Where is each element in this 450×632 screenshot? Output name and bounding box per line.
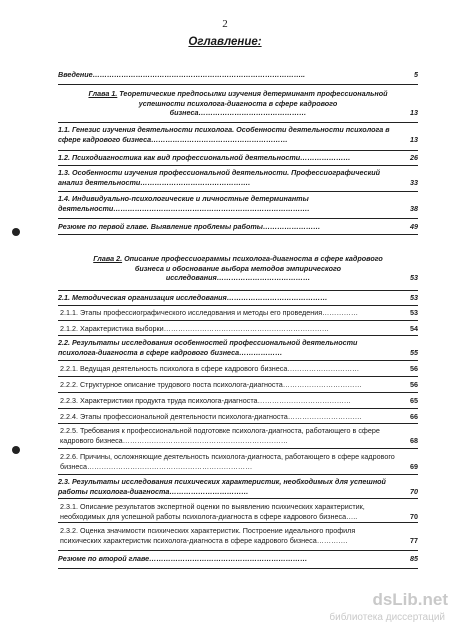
toc-entry-summary-2[interactable] — [58, 554, 418, 564]
toc-entry-title: 2.2.2. Структурное описание трудового поста психолога-диагноста…………………………… — [60, 380, 362, 389]
toc-entry-2-2-3[interactable] — [58, 396, 418, 406]
divider — [58, 448, 418, 449]
divider — [58, 498, 418, 499]
divider — [58, 335, 418, 336]
toc-entry-2-1-2[interactable] — [58, 324, 418, 334]
toc-entry-title: 2.2. Результаты исследования особенностей профессиональной деятельности психолога-диагноста в сфере кадрового бизнеса……………… — [58, 338, 358, 357]
toc-entry-title: 2.2.5. Требования к профессиональной подготовке психолога-диагноста, работающего в сфере кадрового бизнеса…………………………………………………………… — [60, 426, 380, 445]
toc-entry-page: 13 — [410, 108, 418, 117]
toc-entry-title: Резюме по первой главе. Выявление проблемы работы…………………… — [58, 222, 321, 231]
divider — [58, 408, 418, 409]
toc-entry-chapter-2[interactable] — [58, 254, 418, 283]
toc-entry-introduction[interactable] — [58, 70, 418, 80]
punch-hole-dot — [12, 446, 20, 454]
toc-entry-chapter-1[interactable] — [58, 89, 418, 118]
toc-entry-title: 2.1. Методическая организация исследования…………………………………… — [58, 293, 328, 302]
toc-entry-2-3[interactable] — [58, 477, 418, 496]
watermark-logo: dsLib.net — [372, 590, 448, 609]
toc-entry-page: 65 — [410, 396, 418, 405]
divider — [58, 191, 418, 192]
toc-entry-title: 2.1.1. Этапы профессиографического исследования и методы его проведения…………… — [60, 308, 359, 317]
toc-entry-page: 53 — [410, 308, 418, 317]
toc-entry-title: 2.3.1. Описание результатов экспертной оценки по выявлению психических характеристик, необходимых для успешной работы психолога-диагноста в сфере кадрового бизнеса….. — [60, 502, 365, 521]
watermark-subtitle: библиотека диссертаций — [329, 612, 445, 623]
divider — [58, 84, 418, 85]
toc-entry-page: 77 — [410, 535, 418, 545]
divider — [58, 474, 418, 475]
toc-entry-2-2-6[interactable] — [58, 452, 418, 471]
toc-entry-page: 5 — [414, 70, 418, 79]
toc-entry-title: 1.1. Генезис изучения деятельности психолога. Особенности деятельности психолога в сфере кадрового бизнеса………………………………………………… — [58, 125, 390, 144]
divider — [58, 568, 418, 569]
divider — [58, 522, 418, 523]
toc-entry-page: 55 — [410, 347, 418, 357]
toc-entry-page: 33 — [410, 177, 418, 187]
toc-entry-page: 49 — [410, 222, 418, 231]
toc-entry-page: 38 — [410, 203, 418, 213]
divider — [58, 290, 418, 291]
toc-entry-2-1-1[interactable] — [58, 308, 418, 318]
toc-heading: Оглавление: — [188, 36, 262, 48]
divider — [58, 392, 418, 393]
divider — [58, 423, 418, 424]
divider — [58, 320, 418, 321]
toc-entry-page: 70 — [410, 511, 418, 521]
chapter-label: Глава 2. — [93, 254, 123, 263]
divider — [58, 376, 418, 377]
toc-entry-2-2-5[interactable] — [58, 426, 418, 445]
divider — [58, 218, 418, 219]
toc-entry-title: Резюме по второй главе………………………………………………………… — [58, 554, 308, 563]
toc-entry-title: 2.1.2. Характеристика выборки…………………………………………………………… — [60, 324, 329, 333]
toc-entry-1-2[interactable] — [58, 153, 418, 163]
divider — [58, 234, 418, 235]
toc-entry-title: Описание профессиограммы психолога-диагноста в сфере кадрового бизнеса и обоснование выбора методов эмпирического исследования………………………………… — [122, 254, 383, 282]
chapter-label: Глава 1. — [88, 89, 118, 98]
toc-entry-2-2[interactable] — [58, 338, 418, 357]
toc-entry-page: 66 — [410, 412, 418, 421]
toc-entry-title: 1.2. Психодиагностика как вид профессиональной деятельности………………… — [58, 153, 351, 162]
toc-entry-title: 1.3. Особенности изучения профессиональной деятельности. Профессиографический анализ деятельности………………………………………. — [58, 168, 381, 187]
toc-entry-2-1[interactable] — [58, 293, 418, 303]
toc-entry-2-3-1[interactable] — [58, 502, 418, 521]
divider — [58, 122, 418, 123]
toc-entry-page: 56 — [410, 380, 418, 389]
toc-entry-title: 1.4. Индивидуально-психологические и личностные детерминанты деятельности………………………………………………………………………. — [58, 194, 310, 213]
punch-hole-dot — [12, 228, 20, 236]
toc-entry-page: 13 — [410, 134, 418, 144]
toc-entry-page: 53 — [410, 273, 418, 282]
toc-entry-1-3[interactable] — [58, 168, 418, 187]
toc-entry-page: 70 — [410, 486, 418, 496]
toc-entry-summary-1[interactable] — [58, 222, 418, 232]
toc-entry-title: Теоретические предпосылки изучения детерминант профессиональной успешности психолога-диагноста в сфере кадрового бизнеса……………………………………… — [117, 89, 388, 117]
toc-entry-page: 68 — [410, 435, 418, 445]
toc-entry-title: 2.2.1. Ведущая деятельность психолога в сфере кадрового бизнеса………………………… — [60, 364, 360, 373]
toc-entry-title: Введение…………………………………………………………………………….. — [58, 70, 306, 79]
toc-entry-title: 2.2.3. Характеристики продукта труда психолога-диагноста………………………………… — [60, 396, 351, 405]
toc-entry-2-3-2[interactable] — [58, 526, 418, 545]
toc-entry-title: 2.3. Результаты исследования психических характеристик, необходимых для успешной работы психолога-диагноста…………………………… — [58, 477, 386, 496]
toc-entry-1-4[interactable] — [58, 194, 418, 213]
toc-entry-2-2-4[interactable] — [58, 412, 418, 422]
divider — [58, 305, 418, 306]
toc-entry-2-2-2[interactable] — [58, 380, 418, 390]
divider — [58, 550, 418, 551]
toc-entry-title: 2.2.4. Этапы профессиональной деятельности психолога-диагноста…………………………. — [60, 412, 362, 421]
toc-entry-page: 85 — [410, 554, 418, 563]
toc-entry-1-1[interactable] — [58, 125, 418, 144]
toc-entry-2-2-1[interactable] — [58, 364, 418, 374]
divider — [58, 165, 418, 166]
toc-entry-title: 2.3.2. Оценка значимости психических характеристик. Построение идеального профиля психических характеристик психолога-диагноста в сфере кадрового бизнеса…………. — [60, 526, 356, 545]
divider — [58, 150, 418, 151]
toc-entry-title: 2.2.6. Причины, осложняющие деятельность психолога-диагноста, работающего в сфере кадрового бизнеса…………………………………………………………… — [60, 452, 395, 471]
toc-entry-page: 26 — [410, 153, 418, 162]
page-number: 2 — [222, 18, 228, 30]
divider — [58, 360, 418, 361]
toc-entry-page: 53 — [410, 293, 418, 302]
toc-entry-page: 69 — [410, 461, 418, 471]
toc-entry-page: 54 — [410, 324, 418, 333]
toc-entry-page: 56 — [410, 364, 418, 373]
